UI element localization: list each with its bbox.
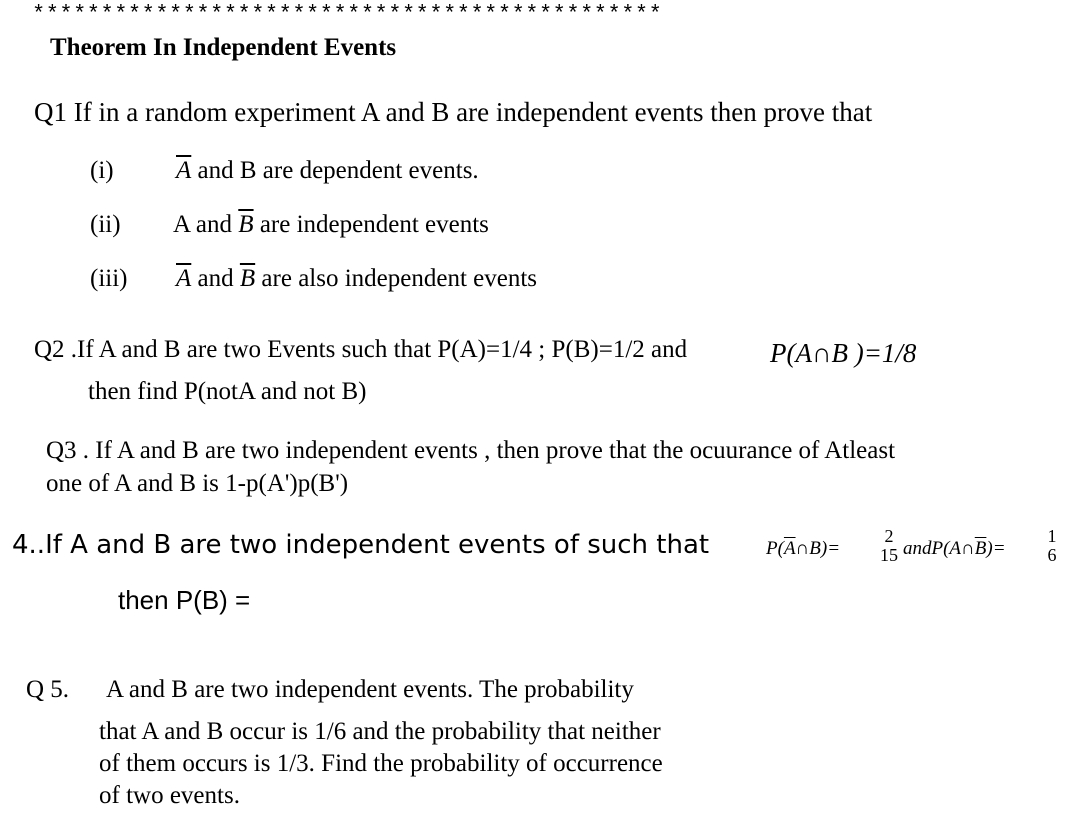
page-title: Theorem In Independent Events	[50, 34, 397, 61]
q4-f1-post: ∩B)=	[795, 538, 841, 559]
b-complement: $\overline{B}$	[974, 538, 987, 559]
b-complement: $\overline{B}$	[238, 211, 254, 238]
q1-item-3-text	[176, 265, 537, 293]
q1-item-3-post: are also independent events	[255, 265, 538, 292]
q1-item-2-label: (ii)	[90, 211, 121, 238]
question-4-line-1: 4..If A and B are two independent events of such that	[12, 530, 710, 560]
q1-item-2-text	[173, 211, 489, 239]
q4-f2-numerator: 1	[1047, 526, 1057, 546]
q1-item-1-label: (i)	[90, 157, 114, 184]
q4-f1-denominator: 15	[880, 545, 898, 565]
q1-item-2-pre: A and	[173, 211, 239, 238]
q4-f2-denominator: 6	[1047, 545, 1057, 565]
question-1-text: Q1 If in a random experiment A and B are independent events then prove that	[34, 97, 873, 127]
q4-f1-numerator: 2	[884, 526, 894, 546]
a-complement: $\overline{A}$	[783, 538, 796, 559]
question-3-line-1: Q3 . If A and B are two independent events , then prove that the ocuurance of Atleast	[46, 437, 896, 464]
q4-formula-2	[903, 538, 1006, 560]
q4-formula-1	[766, 538, 840, 560]
q4-fraction-1	[876, 526, 902, 566]
stars-divider: **********************************************	[32, 2, 663, 27]
b-complement: $\overline{B}$	[239, 265, 256, 292]
question-5-line-2: that A and B occur is 1/6 and the probability that neither	[99, 718, 661, 745]
q4-f2-post: )=	[986, 538, 1006, 559]
question-5-line-3: of them occurs is 1/3. Find the probability of occurrence	[99, 750, 663, 777]
q1-item-3-mid: and	[191, 265, 240, 292]
question-5-label: Q 5.	[26, 676, 70, 703]
q1-item-2-post: are independent events	[253, 211, 489, 238]
question-5-line-4: of two events.	[99, 782, 240, 809]
q1-item-1-text	[176, 157, 479, 185]
q1-item-1-body: and B are dependent events.	[191, 157, 479, 184]
question-2-line-1: Q2 .If A and B are two Events such that P(A)=1/4 ; P(B)=1/2 and	[34, 336, 688, 363]
question-3-line-2: one of A and B is 1-p(A')p(B')	[46, 470, 349, 497]
q2-formula: P(A∩B )=1/8	[770, 338, 917, 368]
q1-item-3-label: (iii)	[90, 265, 128, 292]
q4-f2-pre: andP(A∩	[903, 538, 975, 559]
question-4-line-2: then P(B) =	[118, 585, 251, 615]
q4-fraction-2	[1042, 526, 1062, 566]
question-5-line-1: A and B are two independent events. The probability	[106, 676, 634, 703]
a-complement: $\overline{A}$	[176, 265, 192, 292]
q4-f1-pre: P(	[766, 538, 784, 559]
a-complement: $\overline{A}$	[176, 157, 192, 184]
question-2-line-2: then find P(notA and not B)	[88, 378, 367, 405]
